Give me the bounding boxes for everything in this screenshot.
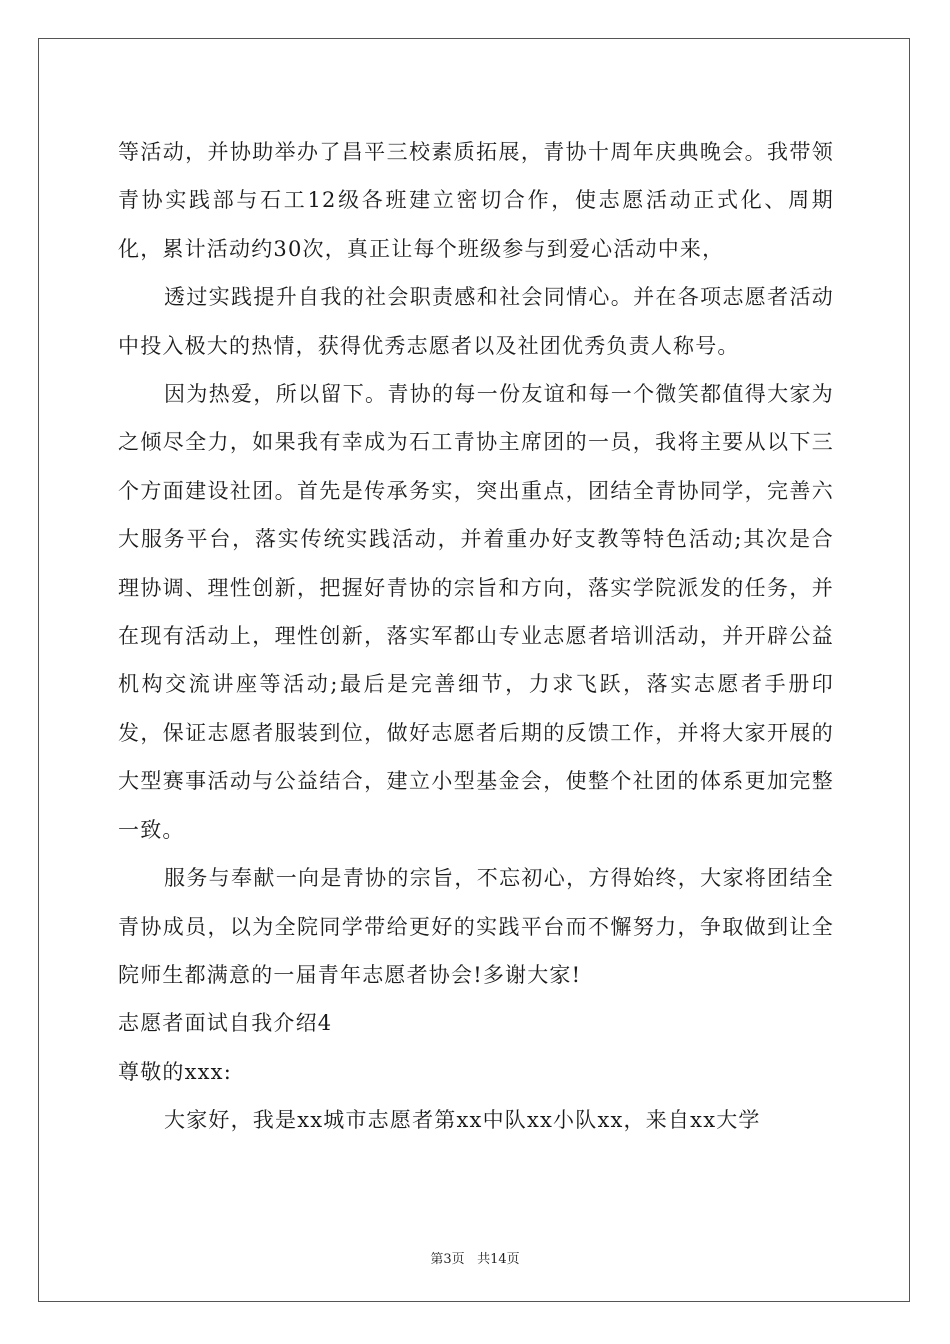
paragraph-4: 服务与奉献一向是青协的宗旨，不忘初心，方得始终，大家将团结全青协成员，以为全院同学带给更好的实践平台而不懈努力，争取做到让全院师生都满意的一届青年志愿者协会!多谢大家! bbox=[118, 866, 834, 987]
page-total: 共14页 bbox=[477, 1252, 520, 1267]
paragraph-2: 透过实践提升自我的社会职责感和社会同情心。并在各项志愿者活动中投入极大的热情，获得优秀志愿者以及社团优秀负责人称号。 bbox=[118, 285, 834, 358]
page-number: 第3页 bbox=[430, 1252, 465, 1267]
paragraph-5: 大家好，我是xx城市志愿者第xx中队xx小队xx，来自xx大学 bbox=[164, 1108, 761, 1133]
paragraph-1: 等活动，并协助举办了昌平三校素质拓展，青协十周年庆典晚会。我带领青协实践部与石工12级各班建立密切合作，使志愿活动正式化、周期化，累计活动约30次，真正让每个班级参与到爱心活动中来， bbox=[118, 140, 834, 261]
section-heading: 志愿者面试自我介绍4 bbox=[118, 1011, 333, 1036]
page-footer bbox=[0, 1248, 950, 1267]
paragraph-3: 因为热爱，所以留下。青协的每一份友谊和每一个微笑都值得大家为之倾尽全力，如果我有幸成为石工青协主席团的一员，我将主要从以下三个方面建设社团。首先是传承务实，突出重点，团结全青协同学，完善六大服务平台，落实传统实践活动，并着重办好支教等特色活动;其次是合理协调、理性创新，把握好青协的宗旨和方向，落实学院派发的任务，并在现有活动上，理性创新，落实军都山专业志愿者培训活动，并开辟公益机构交流讲座等活动;最后是完善细节，力求飞跃，落实志愿者手册印发，保证志愿者服装到位，做好志愿者后期的反馈工作，并将大家开展的大型赛事活动与公益结合，建立小型基金会，使整个社团的体系更加完整一致。 bbox=[118, 382, 834, 842]
document-body bbox=[118, 128, 834, 1145]
salutation: 尊敬的xxx: bbox=[118, 1059, 233, 1084]
